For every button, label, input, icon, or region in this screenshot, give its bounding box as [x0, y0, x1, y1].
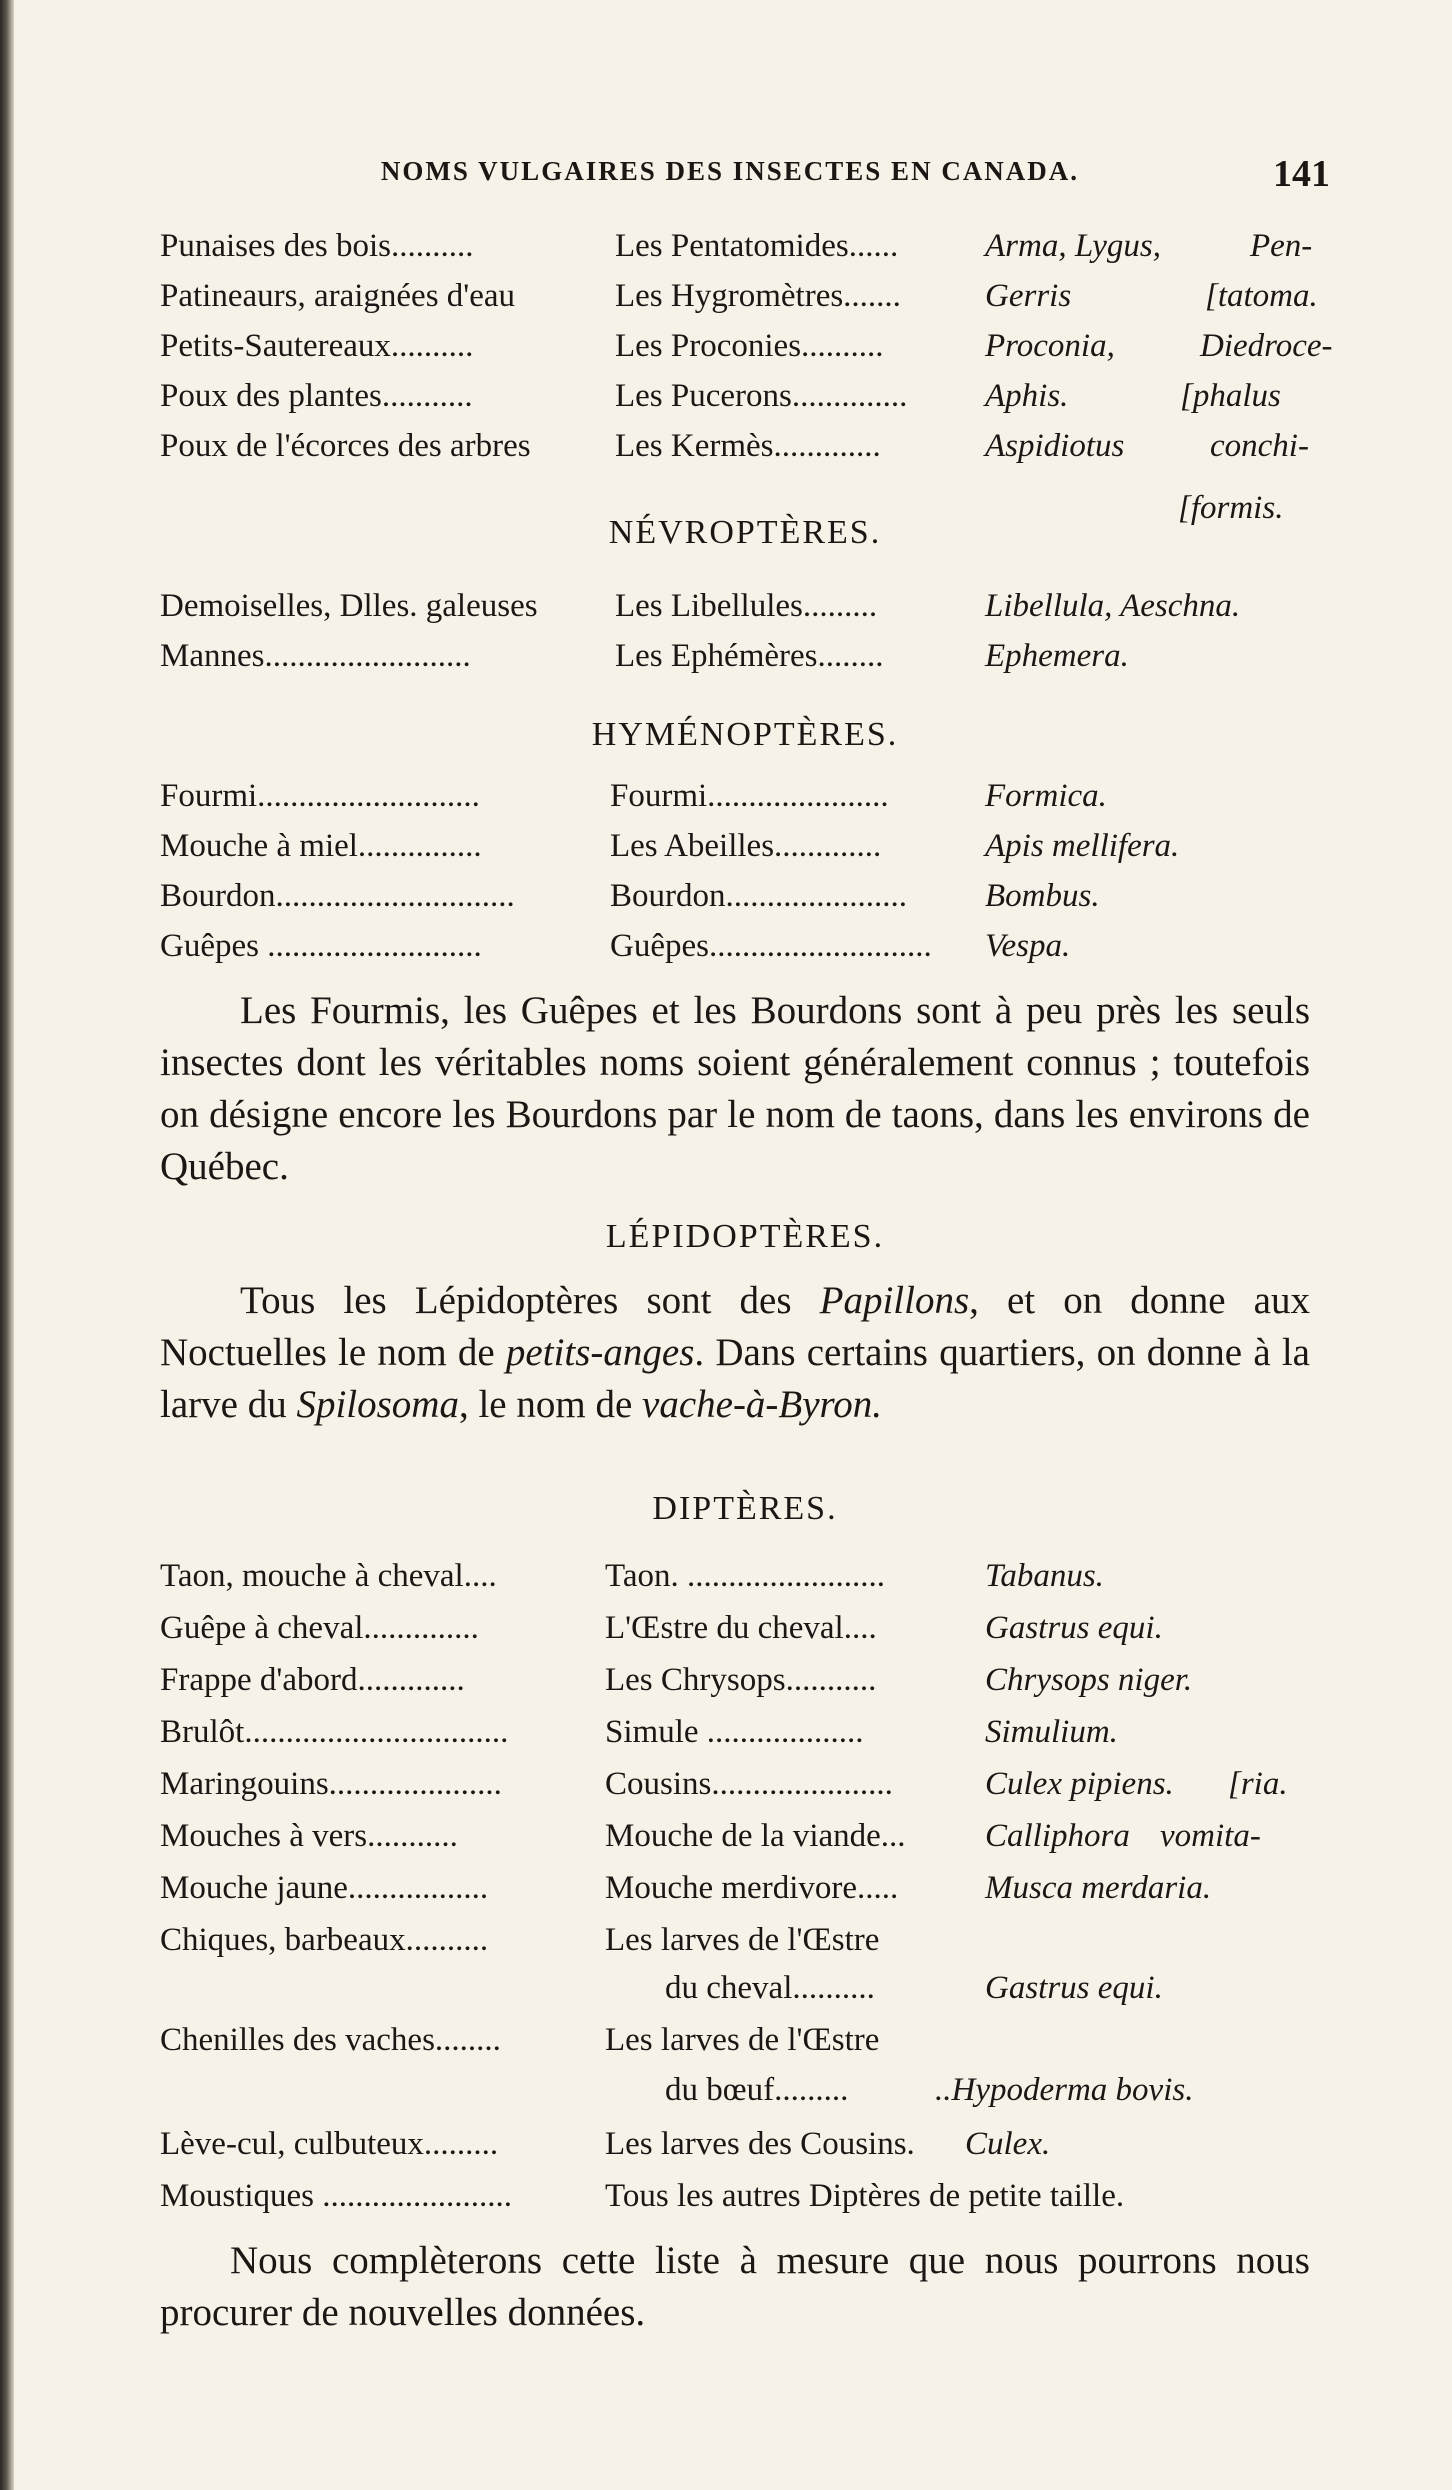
genus-name: Gerris [985, 278, 1072, 314]
table-row [160, 638, 1330, 684]
common-name: Mannes......................... [160, 638, 471, 674]
genus-name: Calliphora [985, 1818, 1130, 1854]
table-row [160, 1714, 1330, 1760]
family-name: Les Pucerons.............. [615, 378, 908, 414]
genus-continuation: [tatoma. [1205, 278, 1318, 314]
genus-name: Culex. [965, 2126, 1051, 2162]
table-row [160, 2126, 1330, 2172]
table-row [160, 1818, 1330, 1864]
common-name: Brulôt................................ [160, 1714, 509, 1750]
genus-continuation: vomita- [1160, 1818, 1261, 1854]
genus-name: Simulium. [985, 1714, 1118, 1750]
genus-name: Formica. [985, 778, 1107, 814]
genus-name: Culex pipiens. [985, 1766, 1174, 1802]
family-name: du bœuf......... [665, 2072, 849, 2108]
genus-name: Tabanus. [985, 1558, 1104, 1594]
table-row [160, 2178, 1330, 2224]
genus-name: Libellula, Aeschna. [985, 588, 1241, 624]
paragraph-text: , et on donne aux Noctuelles le nom de [160, 1279, 1310, 1374]
common-name: Frappe d'abord............. [160, 1662, 465, 1698]
italic-term: Papillons [819, 1279, 970, 1322]
family-name: Taon. ........................ [605, 1558, 886, 1594]
table-row [160, 278, 1330, 324]
family-name: Les Pentatomides...... [615, 228, 899, 264]
table-row [160, 928, 1330, 974]
common-name: Mouche à miel............... [160, 828, 482, 864]
common-name: Guêpe à cheval.............. [160, 1610, 479, 1646]
table-row [160, 428, 1330, 474]
paragraph-hymenopteres [160, 985, 1310, 1193]
genus-continuation: conchi- [1210, 428, 1309, 464]
family-name: Les Chrysops........... [605, 1662, 877, 1698]
genus-name: Bombus. [985, 878, 1100, 914]
family-name: L'Œstre du cheval.... [605, 1610, 877, 1646]
italic-term: petits-anges [505, 1331, 695, 1374]
genus-name: Musca merdaria. [985, 1870, 1212, 1906]
table-row [160, 1922, 1330, 1968]
family-name: Les larves des Cousins. [605, 2126, 915, 2162]
family-name: Les Kermès............. [615, 428, 881, 464]
genus-continuation: [ria. [1228, 1766, 1288, 1802]
table-row [160, 828, 1330, 874]
italic-term: Spilosoma [296, 1383, 459, 1426]
paragraph-text: . Dans certains quartiers, on donne à la larve du [160, 1331, 1310, 1426]
table-row [160, 1610, 1330, 1656]
common-name: Poux de l'écorces des arbres [160, 428, 531, 464]
page-number: 141 [1273, 153, 1330, 195]
family-name: Bourdon...................... [610, 878, 907, 914]
genus-name: Gastrus equi. [985, 1610, 1163, 1646]
family-name: Les Proconies.......... [615, 328, 884, 364]
table-row [160, 328, 1333, 374]
genus-name: Aspidiotus [985, 428, 1125, 464]
common-name: Patineaurs, araignées d'eau [160, 278, 516, 314]
family-name: Les Libellules......... [615, 588, 878, 624]
table-row [160, 2072, 1330, 2118]
table-row [160, 1766, 1330, 1812]
genus-name: Arma, Lygus, [985, 228, 1161, 264]
genus-continuation: [formis. [1178, 490, 1284, 526]
common-name: Chenilles des vaches........ [160, 2022, 501, 2058]
common-name: Punaises des bois.......... [160, 228, 474, 264]
genus-name: Ephemera. [985, 638, 1129, 674]
table-row [160, 878, 1330, 924]
table-row [160, 1970, 1330, 2016]
table-row [160, 1558, 1330, 1604]
family-name: Les Hygromètres....... [615, 278, 901, 314]
italic-term: vache-à-Byron. [642, 1383, 883, 1426]
section-title-hymenopteres: HYMÉNOPTÈRES. [591, 716, 899, 753]
family-name: Mouche merdivore..... [605, 1870, 899, 1906]
genus-continuation: [phalus [1180, 378, 1281, 414]
family-name: Les larves de l'Œstre [605, 1922, 880, 1958]
table-row [160, 778, 1330, 824]
common-name: Moustiques ....................... [160, 2178, 513, 2214]
common-name: Taon, mouche à cheval.... [160, 1558, 497, 1594]
family-name: Les Ephémères........ [615, 638, 884, 674]
common-name: Fourmi........................... [160, 778, 480, 814]
genus-name: Proconia, [985, 328, 1115, 364]
genus-name: Apis mellifera. [985, 828, 1180, 864]
paragraph-text: Nous complèterons cette liste à mesure que nous pourrons nous procurer de nouvelles données. [160, 2239, 1310, 2334]
family-name: du cheval.......... [665, 1970, 875, 2006]
common-name: Chiques, barbeaux.......... [160, 1922, 489, 1958]
family-name: Les larves de l'Œstre [605, 2022, 880, 2058]
family-name: Cousins...................... [605, 1766, 893, 1802]
common-name: Guêpes .......................... [160, 928, 482, 964]
genus-name: Aphis. [985, 378, 1069, 414]
table-row [160, 1662, 1330, 1708]
table-row [160, 2022, 1330, 2068]
common-name: Poux des plantes........... [160, 378, 473, 414]
page-header [160, 152, 1330, 195]
family-name: Tous les autres Diptères de petite taille. [605, 2178, 1125, 2214]
genus-name: Chrysops niger. [985, 1662, 1193, 1698]
common-name: Bourdon............................. [160, 878, 515, 914]
common-name: Maringouins..................... [160, 1766, 502, 1802]
paragraph-text: Tous les Lépidoptères sont des [240, 1279, 820, 1322]
book-binding-edge [0, 0, 14, 2490]
genus-name: Vespa. [985, 928, 1071, 964]
table-row [160, 378, 1330, 424]
family-name: Simule ................... [605, 1714, 864, 1750]
common-name: Demoiselles, Dlles. galeuses [160, 588, 538, 624]
common-name: Mouches à vers........... [160, 1818, 458, 1854]
genus-continuation: Pen- [1250, 228, 1313, 264]
common-name: Petits-Sautereaux.......... [160, 328, 474, 364]
family-name: Guêpes........................... [610, 928, 932, 964]
table-row [160, 228, 1330, 274]
section-title-lepidopteres: LÉPIDOPTÈRES. [605, 1218, 885, 1255]
paragraph-text: Les Fourmis, les Guêpes et les Bourdons sont à peu près les seuls insectes dont les véritables noms soient généralement connus ; toutefois on désigne encore les Bourdons par le nom de taons, dans les environs de Québec. [160, 989, 1310, 1188]
table-row [160, 1870, 1330, 1916]
family-name: Mouche de la viande... [605, 1818, 906, 1854]
paragraph-text: , le nom de [458, 1383, 643, 1426]
paragraph-lepidopteres [160, 1275, 1310, 1431]
genus-name: Gastrus equi. [985, 1970, 1163, 2006]
common-name: Mouche jaune................. [160, 1870, 489, 1906]
genus-name: ..Hypoderma bovis. [935, 2072, 1194, 2108]
common-name: Lève-cul, culbuteux......... [160, 2126, 499, 2162]
section-title-nevropteres: NÉVROPTÈRES. [608, 514, 882, 551]
paragraph-final [160, 2235, 1310, 2339]
family-name: Fourmi...................... [610, 778, 889, 814]
genus-continuation: Diedroce- [1200, 328, 1333, 364]
section-title-dipteres: DIPTÈRES. [652, 1490, 838, 1527]
family-name: Les Abeilles............. [610, 828, 882, 864]
running-head: NOMS VULGAIRES DES INSECTES EN CANADA. [380, 156, 1080, 186]
table-row [160, 588, 1330, 634]
